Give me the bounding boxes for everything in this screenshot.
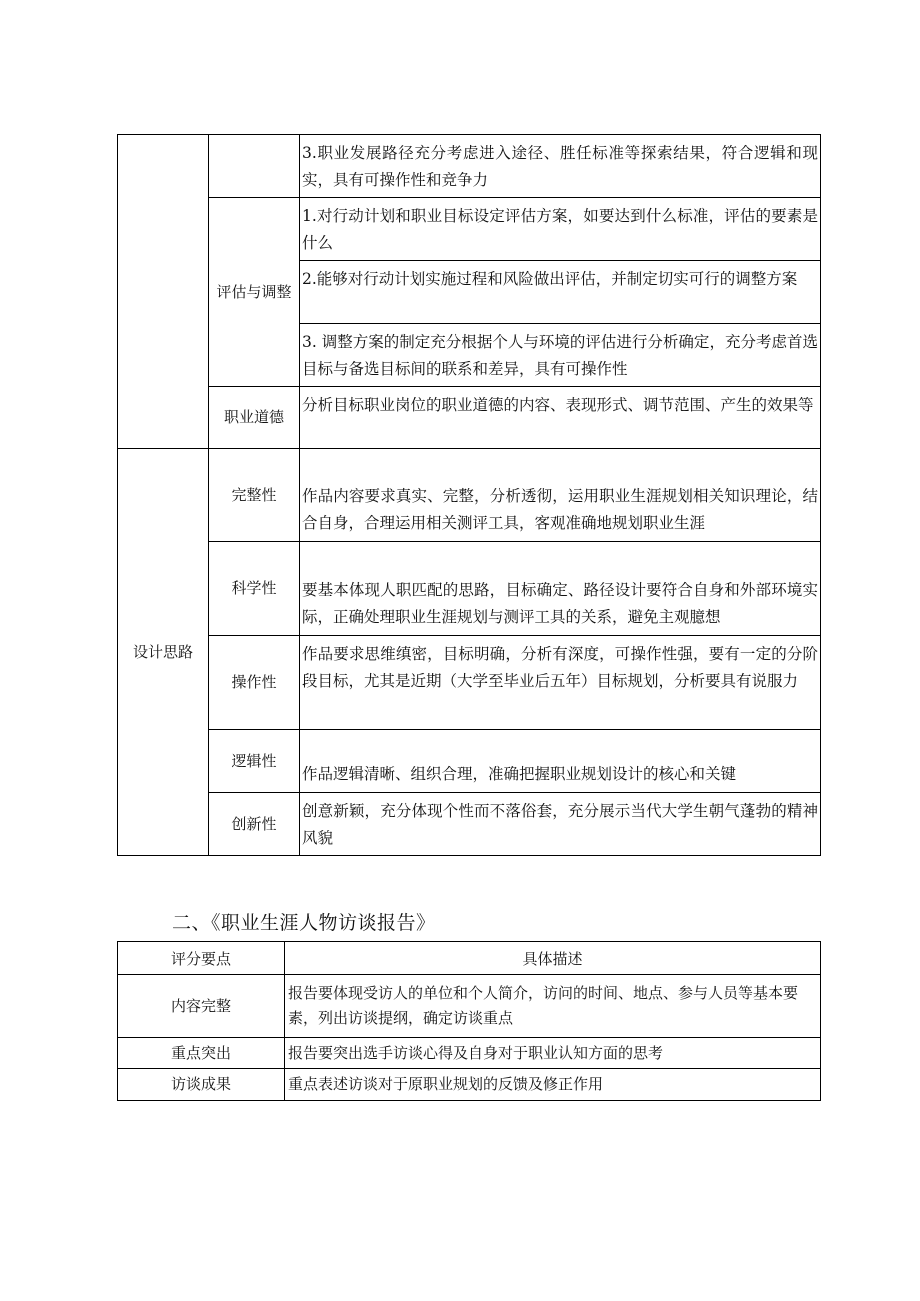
design-label-operability: 操作性 bbox=[209, 636, 300, 730]
design-desc-completeness: 作品内容要求真实、完整，分析透彻，运用职业生涯规划相关知识理论，结合自身，合理运用相关测评工具，客观准确地规划职业生涯 bbox=[300, 449, 821, 542]
interview-key-focus: 重点突出 bbox=[118, 1038, 285, 1069]
interview-key-results: 访谈成果 bbox=[118, 1069, 285, 1101]
design-desc-logic: 作品逻辑清晰、组织合理，准确把握职业规划设计的核心和关键 bbox=[300, 730, 821, 793]
eval-criterion-1: 1.对行动计划和职业目标设定评估方案，如要达到什么标准，评估的要素是什么 bbox=[300, 198, 821, 261]
design-label-completeness: 完整性 bbox=[209, 449, 300, 542]
design-label-innovation: 创新性 bbox=[209, 793, 300, 856]
design-label-logic: 逻辑性 bbox=[209, 730, 300, 793]
eval-criterion-2: 2.能够对行动计划实施过程和风险做出评估，并制定切实可行的调整方案 bbox=[300, 261, 821, 324]
eval-criterion-3: 3. 调整方案的制定充分根据个人与环境的评估进行分析确定，充分考虑首选目标与备选目标间的联系和差异，具有可操作性 bbox=[300, 324, 821, 387]
subcategory-cell-empty bbox=[209, 135, 300, 198]
interview-key-content: 内容完整 bbox=[118, 975, 285, 1038]
design-desc-scientific: 要基本体现人职匹配的思路，目标确定、路径设计要符合自身和外部环境实际，正确处理职业生涯规划与测评工具的关系，避免主观臆想 bbox=[300, 542, 821, 636]
design-category-label: 设计思路 bbox=[118, 449, 209, 856]
interview-desc-focus: 报告要突出选手访谈心得及自身对于职业认知方面的思考 bbox=[285, 1038, 821, 1069]
interview-desc-results: 重点表述访谈对于原职业规划的反馈及修正作用 bbox=[285, 1069, 821, 1101]
path-criterion-3: 3.职业发展路径充分考虑进入途径、胜任标准等探索结果，符合逻辑和现实，具有可操作性和竞争力 bbox=[300, 135, 821, 198]
eval-adjust-label: 评估与调整 bbox=[209, 198, 300, 387]
header-description: 具体描述 bbox=[285, 942, 821, 975]
scoring-table-1 bbox=[117, 134, 821, 856]
design-desc-operability: 作品要求思维缜密，目标明确，分析有深度，可操作性强，要有一定的分阶段目标，尤其是近期（大学至毕业后五年）目标规划，分析要具有说服力 bbox=[300, 636, 821, 730]
interview-desc-content: 报告要体现受访人的单位和个人简介，访问的时间、地点、参与人员等基本要素，列出访谈提纲，确定访谈重点 bbox=[285, 975, 821, 1038]
ethics-desc: 分析目标职业岗位的职业道德的内容、表现形式、调节范围、产生的效果等 bbox=[300, 387, 821, 449]
interview-scoring-table bbox=[117, 941, 821, 1101]
design-desc-innovation: 创意新颖，充分体现个性而不落俗套，充分展示当代大学生朝气蓬勃的精神风貌 bbox=[300, 793, 821, 856]
design-label-scientific: 科学性 bbox=[209, 542, 300, 636]
header-scoring-point: 评分要点 bbox=[118, 942, 285, 975]
ethics-label: 职业道德 bbox=[209, 387, 300, 449]
category-cell-empty bbox=[118, 135, 209, 449]
section-2-title: 二、《职业生涯人物访谈报告》 bbox=[172, 912, 436, 934]
